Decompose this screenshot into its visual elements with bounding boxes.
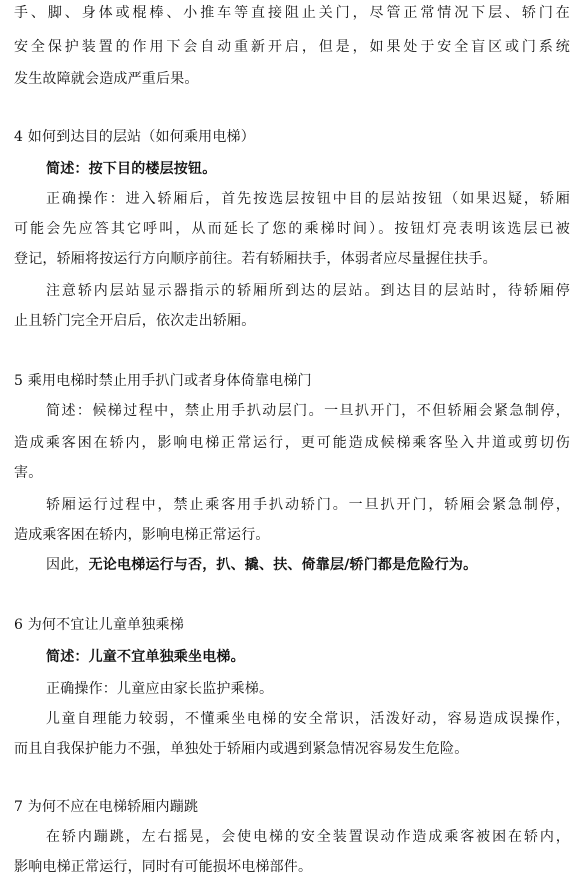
section-4-summary: 简述：按下目的楼层按钮。 [46, 161, 217, 177]
section-5-para2-line-1: 轿厢运行过程中，禁止乘客用手扒动轿门。一旦扒开门，轿厢会紧急制停， [46, 497, 570, 513]
section-4-para2-line-2: 止且轿门完全开启后，依次走出轿厢。 [14, 313, 256, 329]
section-4-para1-line-1: 正确操作：进入轿厢后，首先按选层按钮中目的层站按钮（如果迟疑，轿厢 [46, 191, 570, 207]
section-6-summary: 简述：儿童不宜单独乘坐电梯。 [46, 649, 245, 665]
section-5-para2-line-2: 造成乘客困在轿内，影响电梯正常运行。 [14, 527, 270, 543]
section-5-heading: 5 乘用电梯时禁止用手扒门或者身体倚靠电梯门 [14, 373, 312, 389]
section-4-para1-line-3: 登记，轿厢将按运行方向顺序前往。若有轿厢扶手，体弱者应尽量握住扶手。 [14, 251, 497, 267]
section-5-para1-line-1: 简述：候梯过程中，禁止用手扒动层门。一旦扒开门，不但轿厢会紧急制停， [46, 403, 570, 419]
section-7-heading: 7 为何不应在电梯轿厢内蹦跳 [14, 799, 199, 815]
section-4-para1-line-2: 可能会先应答其它呼叫，从而延长了您的乘梯时间）。按钮灯亮表明该选层已被 [14, 221, 570, 237]
section-6-heading: 6 为何不宜让儿童单独乘梯 [14, 617, 184, 633]
section-5-conclusion [46, 554, 570, 576]
section-5-conclusion-bold: 无论电梯运行与否，扒、撬、扶、倚靠层/轿门都是危险行为。 [88, 557, 478, 573]
intro-line-2: 安全保护装置的作用下会自动重新开启，但是，如果处于安全盲区或门系统 [14, 39, 570, 55]
section-7-para1-line-2: 影响电梯正常运行，同时有可能损坏电梯部件。 [14, 859, 313, 875]
section-4-heading: 4 如何到达目的层站（如何乘用电梯） [14, 129, 255, 145]
section-6-para1: 正确操作：儿童应由家长监护乘梯。 [46, 681, 274, 697]
section-5-conclusion-prefix: 因此， [46, 557, 89, 573]
section-6-para2-line-1: 儿童自理能力较弱，不懂乘坐电梯的安全常识，活泼好动，容易造成误操作， [46, 711, 570, 727]
intro-line-3: 发生故障就会造成严重后果。 [14, 71, 199, 87]
intro-line-1: 手、脚、身体或棍棒、小推车等直接阻止关门，尽管正常情况下层、轿门在 [14, 5, 570, 21]
section-5-para1-line-2: 造成乘客困在轿内，影响电梯正常运行，更可能造成候梯乘客坠入井道或剪切伤 [14, 435, 570, 451]
section-7-para1-line-1: 在轿内蹦跳，左右摇晃，会使电梯的安全装置误动作造成乘客被困在轿内， [46, 829, 570, 845]
section-4-para2-line-1: 注意轿内层站显示器指示的轿厢所到达的层站。到达目的层站时，待轿厢停 [46, 283, 570, 299]
section-5-para1-line-3: 害。 [14, 465, 43, 481]
section-6-para2-line-2: 而且自我保护能力不强，单独处于轿厢内或遇到紧急情况容易发生危险。 [14, 741, 469, 757]
